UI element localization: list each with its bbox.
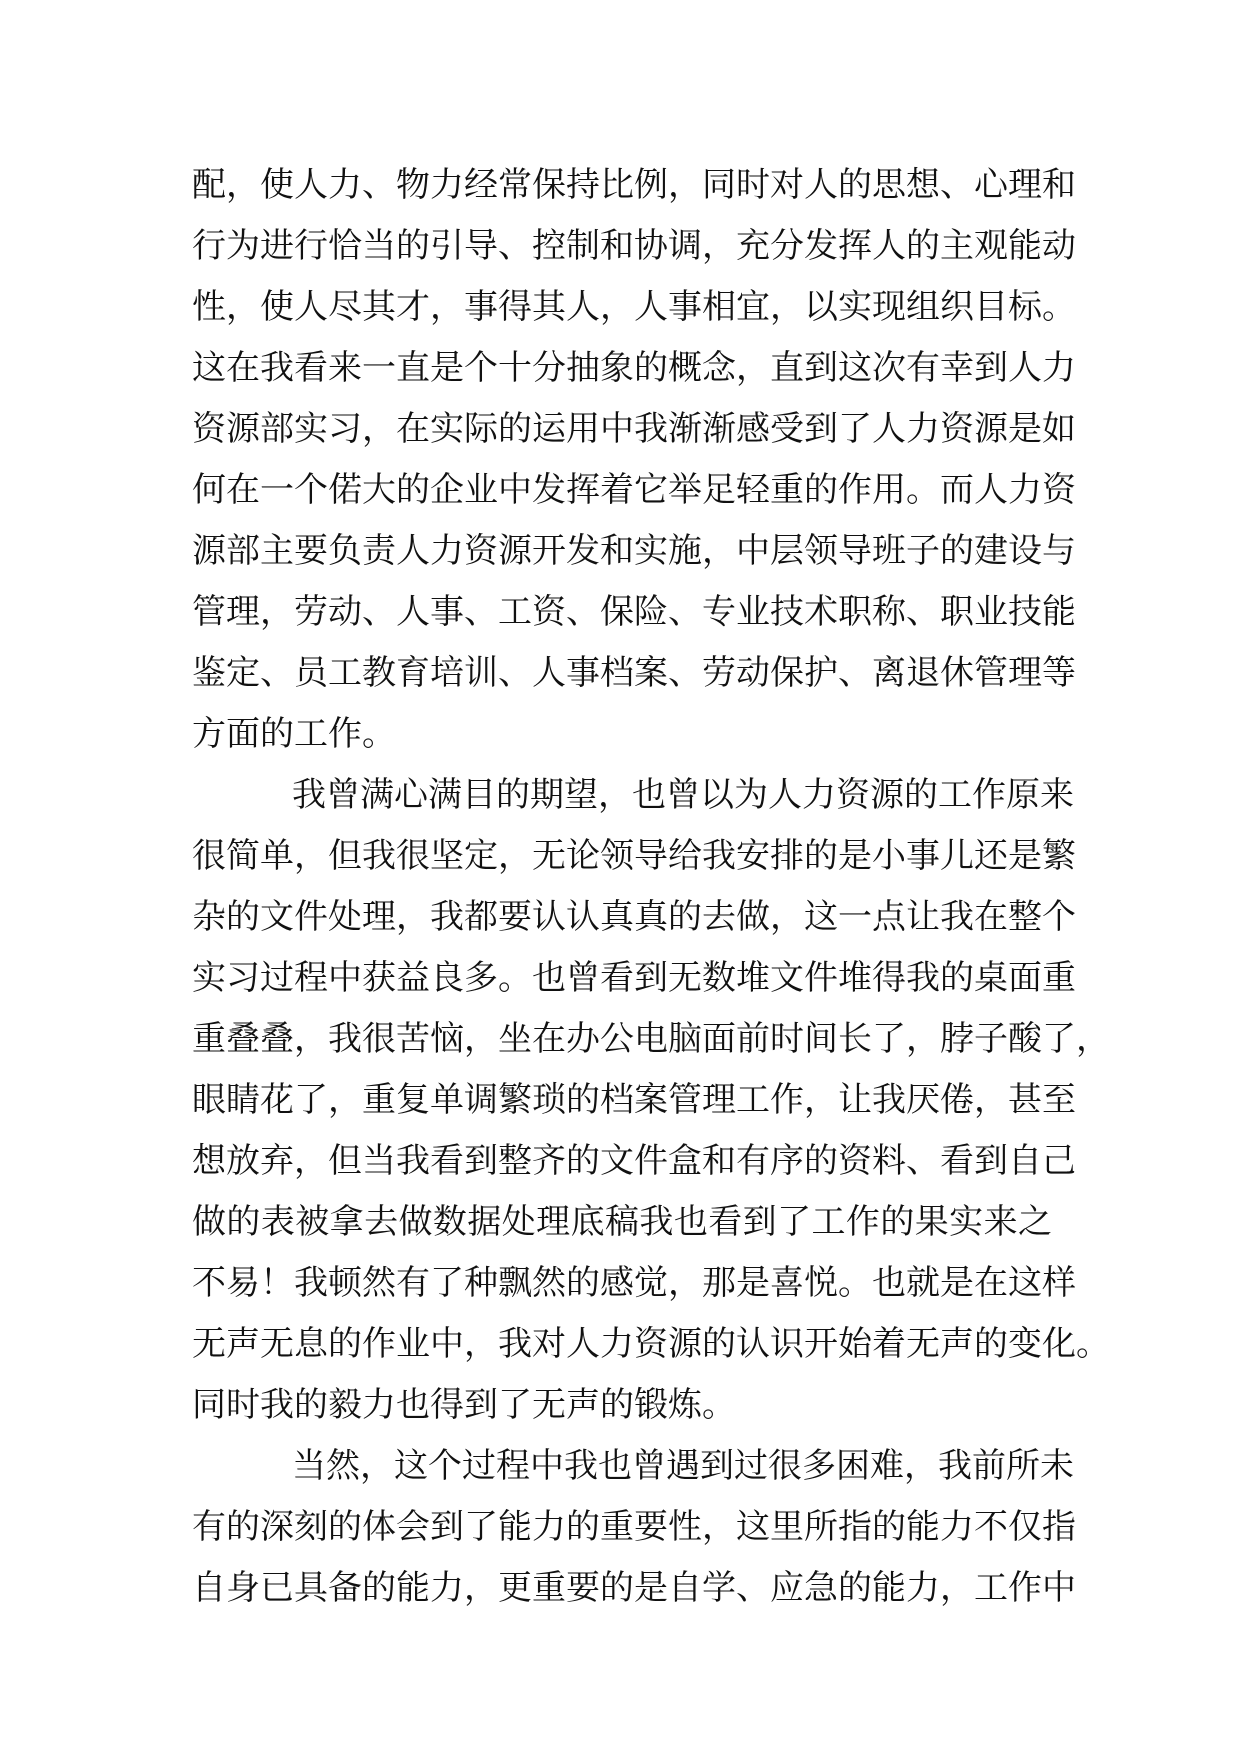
text-line: 管理，劳动、人事、工资、保险、专业技术职称、职业技能 xyxy=(192,592,1076,632)
paragraph xyxy=(192,155,1076,765)
paragraph xyxy=(192,1436,1076,1619)
text-line: 鉴定、员工教育培训、人事档案、劳动保护、离退休管理等 xyxy=(192,653,1076,693)
text-line: 源部主要负责人力资源开发和实施，中层领导班子的建设与 xyxy=(192,531,1076,571)
text-line: 性，使人尽其才，事得其人，人事相宜，以实现组织目标。 xyxy=(192,287,1076,327)
text-line: 重叠叠，我很苦恼，坐在办公电脑面前时间长了，脖子酸了， xyxy=(192,1019,1110,1059)
text-line: 同时我的毅力也得到了无声的锻炼。 xyxy=(192,1385,736,1425)
paragraph xyxy=(192,765,1110,1436)
document-body xyxy=(192,155,1110,1619)
text-line: 想放弃，但当我看到整齐的文件盒和有序的资料、看到自己 xyxy=(192,1141,1076,1181)
text-line: 这在我看来一直是个十分抽象的概念，直到这次有幸到人力 xyxy=(192,348,1076,388)
text-line: 何在一个偌大的企业中发挥着它举足轻重的作用。而人力资 xyxy=(192,470,1076,510)
text-line: 配，使人力、物力经常保持比例，同时对人的思想、心理和 xyxy=(192,165,1076,205)
text-line: 很简单，但我很坚定，无论领导给我安排的是小事儿还是繁 xyxy=(192,836,1076,876)
text-line: 方面的工作。 xyxy=(192,714,396,754)
text-line: 资源部实习，在实际的运用中我渐渐感受到了人力资源是如 xyxy=(192,409,1076,449)
text-line: 我曾满心满目的期望，也曾以为人力资源的工作原来 xyxy=(292,775,1074,815)
text-line: 无声无息的作业中，我对人力资源的认识开始着无声的变化。 xyxy=(192,1324,1110,1364)
text-line: 当然，这个过程中我也曾遇到过很多困难，我前所未 xyxy=(292,1446,1074,1486)
text-line: 行为进行恰当的引导、控制和协调，充分发挥人的主观能动 xyxy=(192,226,1076,266)
text-line: 自身已具备的能力，更重要的是自学、应急的能力，工作中 xyxy=(192,1568,1076,1608)
text-line: 杂的文件处理，我都要认认真真的去做，这一点让我在整个 xyxy=(192,897,1076,937)
text-line: 实习过程中获益良多。也曾看到无数堆文件堆得我的桌面重 xyxy=(192,958,1076,998)
text-line: 眼睛花了，重复单调繁琐的档案管理工作，让我厌倦，甚至 xyxy=(192,1080,1076,1120)
text-line: 有的深刻的体会到了能力的重要性，这里所指的能力不仅指 xyxy=(192,1507,1076,1547)
text-line: 不易！我顿然有了种飘然的感觉，那是喜悦。也就是在这样 xyxy=(192,1263,1076,1303)
text-line: 做的表被拿去做数据处理底稿我也看到了工作的果实来之 xyxy=(192,1202,1052,1242)
